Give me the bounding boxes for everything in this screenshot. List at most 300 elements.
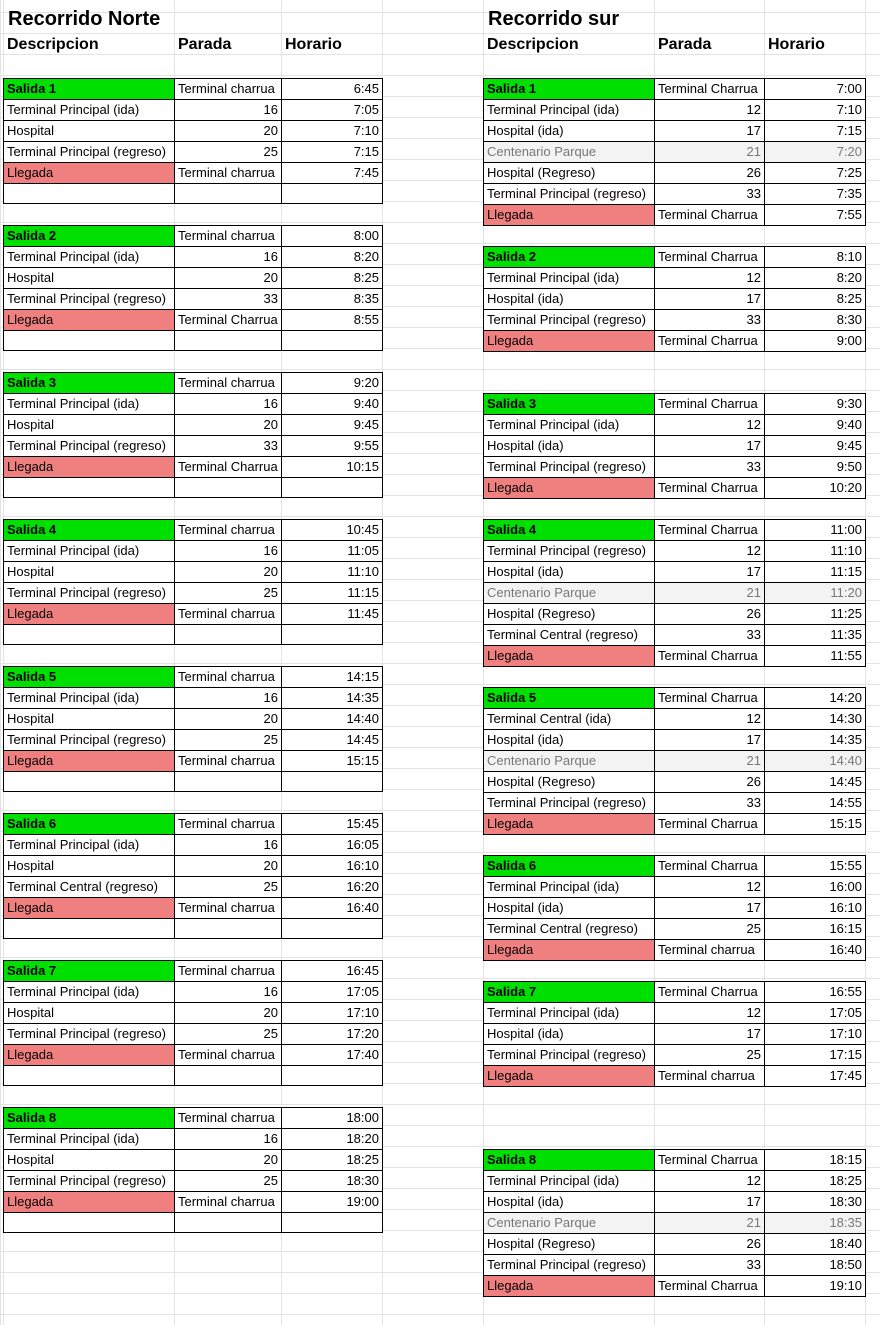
cell-parada[interactable]: 20 xyxy=(175,268,282,289)
cell-parada[interactable]: 25 xyxy=(175,730,282,751)
cell-parada[interactable]: 33 xyxy=(655,310,765,331)
cell-parada[interactable] xyxy=(175,1213,282,1233)
cell-horario[interactable]: 7:10 xyxy=(282,121,383,142)
cell-parada[interactable]: Terminal charrua xyxy=(175,814,282,835)
cell-horario[interactable]: 7:25 xyxy=(765,163,866,184)
cell-descripcion[interactable]: Hospital xyxy=(4,1150,175,1171)
cell-parada[interactable]: 33 xyxy=(175,436,282,457)
cell-descripcion[interactable]: Salida 4 xyxy=(4,520,175,541)
cell-parada[interactable]: 20 xyxy=(175,121,282,142)
cell-parada[interactable]: Terminal Charrua xyxy=(655,520,765,541)
cell-horario[interactable]: 16:40 xyxy=(765,940,866,961)
cell-parada[interactable]: 16 xyxy=(175,247,282,268)
cell-horario[interactable]: 18:15 xyxy=(765,1150,866,1171)
cell-parada[interactable]: Terminal Charrua xyxy=(655,982,765,1003)
table-row xyxy=(484,1066,866,1087)
cell-horario[interactable]: 14:40 xyxy=(282,709,383,730)
cell-descripcion[interactable]: Terminal Principal (ida) xyxy=(4,247,175,268)
cell-descripcion[interactable]: Hospital (Regreso) xyxy=(484,163,655,184)
cell-descripcion[interactable]: Hospital xyxy=(4,856,175,877)
cell-parada[interactable]: Terminal Charrua xyxy=(655,814,765,835)
cell-descripcion[interactable]: Llegada xyxy=(4,310,175,331)
cell-descripcion[interactable]: Salida 2 xyxy=(4,226,175,247)
cell-parada[interactable]: 20 xyxy=(175,1003,282,1024)
cell-descripcion[interactable]: Llegada xyxy=(4,751,175,772)
cell-descripcion[interactable]: Terminal Principal (ida) xyxy=(4,688,175,709)
cell-descripcion[interactable]: Hospital xyxy=(4,709,175,730)
cell-horario[interactable]: 11:20 xyxy=(765,583,866,604)
table-row xyxy=(484,730,866,751)
cell-parada[interactable]: 16 xyxy=(175,688,282,709)
cell-horario[interactable] xyxy=(282,184,383,204)
cell-descripcion[interactable]: Salida 1 xyxy=(4,79,175,100)
cell-descripcion[interactable]: Salida 3 xyxy=(484,394,655,415)
cell-horario[interactable]: 17:10 xyxy=(765,1024,866,1045)
cell-parada[interactable]: 25 xyxy=(655,919,765,940)
cell-horario[interactable] xyxy=(282,1066,383,1086)
cell-horario[interactable] xyxy=(282,1213,383,1233)
cell-parada[interactable]: Terminal charrua xyxy=(175,520,282,541)
table-row xyxy=(4,1003,383,1024)
cell-horario[interactable]: 14:40 xyxy=(765,751,866,772)
cell-horario[interactable]: 19:10 xyxy=(765,1276,866,1297)
cell-parada[interactable]: 12 xyxy=(655,100,765,121)
cell-parada[interactable]: Terminal Charrua xyxy=(175,310,282,331)
cell-horario[interactable]: 8:55 xyxy=(282,310,383,331)
cell-parada[interactable]: Terminal Charrua xyxy=(175,457,282,478)
cell-descripcion[interactable]: Terminal Principal (ida) xyxy=(4,982,175,1003)
cell-horario[interactable]: 18:35 xyxy=(765,1213,866,1234)
cell-parada[interactable]: 21 xyxy=(655,1213,765,1234)
cell-horario[interactable]: 7:35 xyxy=(765,184,866,205)
cell-descripcion[interactable]: Centenario Parque xyxy=(484,1213,655,1234)
cell-horario[interactable]: 16:20 xyxy=(282,877,383,898)
cell-descripcion[interactable]: Terminal Principal (regreso) xyxy=(4,1024,175,1045)
cell-horario[interactable]: 16:05 xyxy=(282,835,383,856)
cell-horario[interactable]: 18:30 xyxy=(765,1192,866,1213)
cell-descripcion[interactable]: Salida 8 xyxy=(484,1150,655,1171)
cell-horario[interactable]: 8:25 xyxy=(765,289,866,310)
cell-parada[interactable]: Terminal charrua xyxy=(175,373,282,394)
cell-descripcion[interactable]: Llegada xyxy=(484,478,655,499)
cell-descripcion[interactable]: Llegada xyxy=(4,457,175,478)
cell-horario[interactable]: 15:15 xyxy=(282,751,383,772)
cell-horario[interactable]: 15:45 xyxy=(282,814,383,835)
cell-parada[interactable]: 16 xyxy=(175,1129,282,1150)
cell-descripcion[interactable]: Hospital xyxy=(4,1003,175,1024)
cell-horario[interactable]: 18:00 xyxy=(282,1108,383,1129)
cell-parada[interactable]: 17 xyxy=(655,1192,765,1213)
cell-horario[interactable]: 10:45 xyxy=(282,520,383,541)
cell-descripcion[interactable]: Terminal Principal (regreso) xyxy=(4,730,175,751)
cell-parada[interactable]: 17 xyxy=(655,289,765,310)
cell-horario[interactable]: 9:40 xyxy=(282,394,383,415)
cell-descripcion[interactable]: Terminal Central (regreso) xyxy=(484,919,655,940)
cell-descripcion[interactable]: Llegada xyxy=(4,163,175,184)
cell-horario[interactable]: 16:55 xyxy=(765,982,866,1003)
cell-parada[interactable] xyxy=(175,478,282,498)
cell-descripcion[interactable]: Terminal Principal (regreso) xyxy=(484,457,655,478)
cell-horario[interactable]: 17:20 xyxy=(282,1024,383,1045)
table-row xyxy=(484,142,866,163)
cell-descripcion[interactable]: Salida 5 xyxy=(484,688,655,709)
cell-horario[interactable]: 7:55 xyxy=(765,205,866,226)
cell-parada[interactable]: 26 xyxy=(655,1234,765,1255)
cell-parada[interactable]: 25 xyxy=(655,1045,765,1066)
cell-descripcion[interactable] xyxy=(4,625,175,645)
cell-horario[interactable]: 8:30 xyxy=(765,310,866,331)
cell-parada[interactable]: 12 xyxy=(655,1171,765,1192)
cell-descripcion[interactable]: Salida 4 xyxy=(484,520,655,541)
cell-descripcion[interactable] xyxy=(4,1066,175,1086)
cell-horario[interactable]: 15:15 xyxy=(765,814,866,835)
cell-parada[interactable]: 25 xyxy=(175,1171,282,1192)
cell-descripcion[interactable]: Terminal Principal (regreso) xyxy=(484,793,655,814)
cell-horario[interactable] xyxy=(282,331,383,351)
cell-horario[interactable]: 16:15 xyxy=(765,919,866,940)
cell-parada[interactable]: 33 xyxy=(655,184,765,205)
cell-horario[interactable]: 16:10 xyxy=(282,856,383,877)
cell-descripcion[interactable]: Hospital (ida) xyxy=(484,562,655,583)
cell-parada[interactable]: 21 xyxy=(655,142,765,163)
cell-parada[interactable]: Terminal charrua xyxy=(175,1045,282,1066)
table-row xyxy=(484,646,866,667)
cell-descripcion[interactable]: Hospital (Regreso) xyxy=(484,772,655,793)
cell-horario[interactable]: 9:45 xyxy=(282,415,383,436)
cell-horario[interactable]: 14:20 xyxy=(765,688,866,709)
cell-descripcion[interactable]: Terminal Principal (regreso) xyxy=(484,541,655,562)
cell-horario[interactable]: 14:45 xyxy=(765,772,866,793)
cell-parada[interactable]: 25 xyxy=(175,1024,282,1045)
cell-horario[interactable]: 7:45 xyxy=(282,163,383,184)
cell-descripcion[interactable]: Terminal Principal (ida) xyxy=(4,394,175,415)
cell-descripcion[interactable]: Terminal Principal (ida) xyxy=(4,835,175,856)
cell-parada[interactable]: 21 xyxy=(655,583,765,604)
sur-trip-table xyxy=(483,1149,866,1297)
cell-horario[interactable]: 17:45 xyxy=(765,1066,866,1087)
cell-horario[interactable]: 8:35 xyxy=(282,289,383,310)
table-row xyxy=(4,709,383,730)
cell-descripcion[interactable]: Salida 3 xyxy=(4,373,175,394)
cell-descripcion[interactable]: Hospital (Regreso) xyxy=(484,1234,655,1255)
cell-descripcion[interactable]: Centenario Parque xyxy=(484,142,655,163)
cell-parada[interactable] xyxy=(175,1066,282,1086)
cell-horario[interactable]: 16:00 xyxy=(765,877,866,898)
cell-descripcion[interactable]: Salida 7 xyxy=(4,961,175,982)
cell-parada[interactable]: Terminal charrua xyxy=(655,940,765,961)
cell-horario[interactable]: 9:55 xyxy=(282,436,383,457)
cell-horario[interactable]: 18:25 xyxy=(765,1171,866,1192)
cell-descripcion[interactable] xyxy=(4,919,175,939)
cell-descripcion[interactable]: Terminal Principal (regreso) xyxy=(4,436,175,457)
cell-parada[interactable]: Terminal charrua xyxy=(175,898,282,919)
cell-horario[interactable]: 8:20 xyxy=(765,268,866,289)
cell-descripcion[interactable]: Llegada xyxy=(484,814,655,835)
cell-horario[interactable]: 9:40 xyxy=(765,415,866,436)
cell-parada[interactable]: 20 xyxy=(175,709,282,730)
cell-descripcion[interactable] xyxy=(4,184,175,204)
cell-descripcion[interactable]: Hospital xyxy=(4,562,175,583)
cell-horario[interactable]: 15:55 xyxy=(765,856,866,877)
cell-descripcion[interactable]: Hospital xyxy=(4,268,175,289)
table-row xyxy=(4,457,383,478)
cell-horario[interactable]: 7:15 xyxy=(765,121,866,142)
cell-descripcion[interactable]: Salida 7 xyxy=(484,982,655,1003)
cell-descripcion[interactable]: Hospital (ida) xyxy=(484,730,655,751)
cell-descripcion[interactable]: Centenario Parque xyxy=(484,583,655,604)
cell-descripcion[interactable]: Terminal Principal (ida) xyxy=(4,1129,175,1150)
cell-descripcion[interactable]: Terminal Principal (regreso) xyxy=(4,583,175,604)
cell-descripcion[interactable]: Llegada xyxy=(484,1066,655,1087)
cell-horario[interactable]: 14:15 xyxy=(282,667,383,688)
cell-parada[interactable]: 17 xyxy=(655,1024,765,1045)
cell-descripcion[interactable]: Hospital (ida) xyxy=(484,289,655,310)
cell-horario[interactable]: 17:05 xyxy=(282,982,383,1003)
cell-horario[interactable]: 8:25 xyxy=(282,268,383,289)
cell-descripcion[interactable] xyxy=(4,1213,175,1233)
cell-horario[interactable]: 11:55 xyxy=(765,646,866,667)
table-row xyxy=(4,100,383,121)
cell-parada[interactable]: 16 xyxy=(175,100,282,121)
cell-horario[interactable] xyxy=(282,919,383,939)
cell-parada[interactable]: Terminal charrua xyxy=(175,604,282,625)
cell-descripcion[interactable]: Salida 1 xyxy=(484,79,655,100)
cell-parada[interactable]: Terminal charrua xyxy=(175,667,282,688)
cell-descripcion[interactable]: Salida 2 xyxy=(484,247,655,268)
cell-parada[interactable]: 33 xyxy=(655,793,765,814)
cell-descripcion[interactable]: Terminal Principal (ida) xyxy=(4,541,175,562)
cell-parada[interactable]: 17 xyxy=(655,730,765,751)
cell-horario[interactable]: 14:55 xyxy=(765,793,866,814)
cell-parada[interactable] xyxy=(175,184,282,204)
cell-horario[interactable]: 11:05 xyxy=(282,541,383,562)
cell-horario[interactable]: 9:20 xyxy=(282,373,383,394)
cell-descripcion[interactable]: Terminal Principal (ida) xyxy=(484,1003,655,1024)
cell-horario[interactable]: 16:45 xyxy=(282,961,383,982)
cell-parada[interactable]: 26 xyxy=(655,772,765,793)
cell-horario[interactable]: 14:35 xyxy=(765,730,866,751)
cell-horario[interactable]: 18:40 xyxy=(765,1234,866,1255)
cell-parada[interactable] xyxy=(175,772,282,792)
cell-horario[interactable]: 11:00 xyxy=(765,520,866,541)
cell-descripcion[interactable]: Llegada xyxy=(484,646,655,667)
cell-descripcion[interactable]: Hospital (ida) xyxy=(484,1192,655,1213)
cell-parada[interactable]: 20 xyxy=(175,856,282,877)
cell-descripcion[interactable]: Terminal Principal (regreso) xyxy=(484,1045,655,1066)
cell-parada[interactable]: 33 xyxy=(655,625,765,646)
cell-parada[interactable]: 17 xyxy=(655,898,765,919)
cell-horario[interactable]: 7:20 xyxy=(765,142,866,163)
cell-descripcion[interactable]: Llegada xyxy=(4,898,175,919)
cell-descripcion[interactable]: Salida 6 xyxy=(4,814,175,835)
cell-horario[interactable]: 11:15 xyxy=(282,583,383,604)
cell-parada[interactable]: 25 xyxy=(175,877,282,898)
cell-parada[interactable]: 33 xyxy=(175,289,282,310)
cell-parada[interactable] xyxy=(175,919,282,939)
cell-parada[interactable]: 16 xyxy=(175,982,282,1003)
cell-parada[interactable]: 17 xyxy=(655,436,765,457)
cell-descripcion[interactable]: Salida 6 xyxy=(484,856,655,877)
cell-horario[interactable]: 11:35 xyxy=(765,625,866,646)
cell-horario[interactable] xyxy=(282,478,383,498)
cell-horario[interactable]: 17:15 xyxy=(765,1045,866,1066)
cell-parada[interactable]: Terminal Charrua xyxy=(655,79,765,100)
cell-parada[interactable]: 12 xyxy=(655,541,765,562)
cell-parada[interactable]: Terminal charrua xyxy=(175,163,282,184)
cell-parada[interactable]: 20 xyxy=(175,1150,282,1171)
cell-descripcion[interactable]: Hospital (ida) xyxy=(484,121,655,142)
cell-horario[interactable]: 17:40 xyxy=(282,1045,383,1066)
cell-parada[interactable]: 25 xyxy=(175,142,282,163)
cell-descripcion[interactable]: Terminal Central (regreso) xyxy=(4,877,175,898)
cell-descripcion[interactable] xyxy=(4,331,175,351)
cell-descripcion[interactable]: Llegada xyxy=(484,331,655,352)
cell-horario[interactable]: 16:10 xyxy=(765,898,866,919)
cell-horario[interactable]: 9:00 xyxy=(765,331,866,352)
cell-parada[interactable]: Terminal charrua xyxy=(175,961,282,982)
cell-parada[interactable]: Terminal Charrua xyxy=(655,1276,765,1297)
cell-horario[interactable]: 8:20 xyxy=(282,247,383,268)
cell-horario[interactable]: 7:05 xyxy=(282,100,383,121)
cell-parada[interactable]: Terminal charrua xyxy=(175,1192,282,1213)
cell-descripcion[interactable]: Llegada xyxy=(4,1192,175,1213)
cell-parada[interactable]: Terminal Charrua xyxy=(655,331,765,352)
cell-parada[interactable]: 16 xyxy=(175,835,282,856)
cell-parada[interactable]: Terminal Charrua xyxy=(655,478,765,499)
cell-descripcion[interactable]: Terminal Principal (ida) xyxy=(484,415,655,436)
cell-descripcion[interactable]: Centenario Parque xyxy=(484,751,655,772)
cell-parada[interactable]: 33 xyxy=(655,457,765,478)
cell-descripcion[interactable]: Hospital (ida) xyxy=(484,1024,655,1045)
sur-trip-table xyxy=(483,246,866,352)
cell-parada[interactable]: 26 xyxy=(655,604,765,625)
cell-descripcion[interactable]: Terminal Principal (regreso) xyxy=(4,289,175,310)
cell-horario[interactable]: 11:10 xyxy=(282,562,383,583)
cell-parada[interactable]: 26 xyxy=(655,163,765,184)
cell-descripcion[interactable]: Hospital (ida) xyxy=(484,436,655,457)
cell-horario[interactable]: 9:50 xyxy=(765,457,866,478)
cell-horario[interactable]: 9:45 xyxy=(765,436,866,457)
cell-descripcion[interactable]: Terminal Central (regreso) xyxy=(484,625,655,646)
cell-parada[interactable] xyxy=(175,331,282,351)
cell-parada[interactable]: 12 xyxy=(655,415,765,436)
cell-horario[interactable]: 17:10 xyxy=(282,1003,383,1024)
cell-horario[interactable]: 14:35 xyxy=(282,688,383,709)
cell-descripcion[interactable]: Terminal Principal (regreso) xyxy=(484,310,655,331)
cell-parada[interactable]: 33 xyxy=(655,1255,765,1276)
cell-horario[interactable]: 19:00 xyxy=(282,1192,383,1213)
cell-parada[interactable]: 20 xyxy=(175,415,282,436)
cell-horario[interactable]: 16:40 xyxy=(282,898,383,919)
cell-parada[interactable]: 16 xyxy=(175,394,282,415)
table-row xyxy=(4,310,383,331)
cell-parada[interactable]: Terminal charrua xyxy=(655,1066,765,1087)
cell-horario[interactable]: 9:30 xyxy=(765,394,866,415)
cell-parada[interactable]: Terminal charrua xyxy=(175,1108,282,1129)
cell-horario[interactable]: 7:15 xyxy=(282,142,383,163)
cell-descripcion[interactable]: Llegada xyxy=(484,1276,655,1297)
cell-parada[interactable]: 17 xyxy=(655,562,765,583)
cell-horario[interactable]: 7:10 xyxy=(765,100,866,121)
cell-parada[interactable]: 21 xyxy=(655,751,765,772)
cell-parada[interactable]: Terminal Charrua xyxy=(655,205,765,226)
cell-descripcion[interactable]: Salida 8 xyxy=(4,1108,175,1129)
cell-descripcion[interactable]: Llegada xyxy=(4,604,175,625)
cell-parada[interactable]: Terminal Charrua xyxy=(655,1150,765,1171)
cell-descripcion[interactable]: Terminal Principal (ida) xyxy=(484,268,655,289)
cell-horario[interactable] xyxy=(282,772,383,792)
cell-parada[interactable]: Terminal Charrua xyxy=(655,688,765,709)
cell-descripcion[interactable]: Hospital (Regreso) xyxy=(484,604,655,625)
cell-descripcion[interactable]: Terminal Principal (regreso) xyxy=(484,1255,655,1276)
cell-horario[interactable]: 8:00 xyxy=(282,226,383,247)
cell-horario[interactable]: 18:50 xyxy=(765,1255,866,1276)
cell-parada[interactable] xyxy=(175,625,282,645)
cell-parada[interactable]: 20 xyxy=(175,562,282,583)
cell-descripcion[interactable] xyxy=(4,478,175,498)
cell-descripcion[interactable]: Terminal Principal (regreso) xyxy=(4,1171,175,1192)
cell-descripcion[interactable]: Salida 5 xyxy=(4,667,175,688)
cell-horario[interactable]: 18:20 xyxy=(282,1129,383,1150)
cell-parada[interactable]: 17 xyxy=(655,121,765,142)
cell-horario[interactable]: 11:10 xyxy=(765,541,866,562)
cell-descripcion[interactable]: Hospital (ida) xyxy=(484,898,655,919)
cell-parada[interactable]: 12 xyxy=(655,877,765,898)
cell-horario[interactable]: 11:45 xyxy=(282,604,383,625)
cell-horario[interactable]: 18:25 xyxy=(282,1150,383,1171)
cell-descripcion[interactable]: Llegada xyxy=(484,205,655,226)
cell-parada[interactable]: 12 xyxy=(655,709,765,730)
norte-trip-table xyxy=(3,1107,383,1233)
cell-descripcion[interactable]: Terminal Principal (ida) xyxy=(484,877,655,898)
cell-descripcion[interactable]: Terminal Principal (ida) xyxy=(484,100,655,121)
cell-horario[interactable]: 18:30 xyxy=(282,1171,383,1192)
cell-descripcion[interactable]: Terminal Principal (regreso) xyxy=(4,142,175,163)
cell-descripcion[interactable]: Terminal Principal (ida) xyxy=(4,100,175,121)
cell-descripcion[interactable]: Llegada xyxy=(484,940,655,961)
cell-descripcion[interactable]: Terminal Principal (ida) xyxy=(484,1171,655,1192)
cell-parada[interactable]: Terminal charrua xyxy=(175,751,282,772)
cell-descripcion[interactable]: Hospital xyxy=(4,415,175,436)
cell-descripcion[interactable] xyxy=(4,772,175,792)
cell-parada[interactable]: 25 xyxy=(175,583,282,604)
cell-horario[interactable]: 11:15 xyxy=(765,562,866,583)
cell-horario[interactable]: 10:15 xyxy=(282,457,383,478)
cell-descripcion[interactable]: Llegada xyxy=(4,1045,175,1066)
cell-horario[interactable]: 6:45 xyxy=(282,79,383,100)
cell-parada[interactable]: Terminal Charrua xyxy=(655,856,765,877)
cell-parada[interactable]: Terminal charrua xyxy=(175,226,282,247)
cell-horario[interactable]: 11:25 xyxy=(765,604,866,625)
cell-parada[interactable]: 12 xyxy=(655,268,765,289)
cell-descripcion[interactable]: Terminal Central (ida) xyxy=(484,709,655,730)
cell-horario[interactable]: 17:05 xyxy=(765,1003,866,1024)
cell-parada[interactable]: Terminal charrua xyxy=(175,79,282,100)
cell-horario[interactable]: 7:00 xyxy=(765,79,866,100)
cell-parada[interactable]: Terminal Charrua xyxy=(655,247,765,268)
cell-descripcion[interactable]: Terminal Principal (regreso) xyxy=(484,184,655,205)
cell-parada[interactable]: Terminal Charrua xyxy=(655,646,765,667)
cell-horario[interactable]: 10:20 xyxy=(765,478,866,499)
cell-parada[interactable]: 16 xyxy=(175,541,282,562)
cell-horario[interactable] xyxy=(282,625,383,645)
cell-horario[interactable]: 8:10 xyxy=(765,247,866,268)
cell-horario[interactable]: 14:45 xyxy=(282,730,383,751)
cell-descripcion[interactable]: Hospital xyxy=(4,121,175,142)
cell-horario[interactable]: 14:30 xyxy=(765,709,866,730)
cell-parada[interactable]: 12 xyxy=(655,1003,765,1024)
cell-parada[interactable]: Terminal Charrua xyxy=(655,394,765,415)
